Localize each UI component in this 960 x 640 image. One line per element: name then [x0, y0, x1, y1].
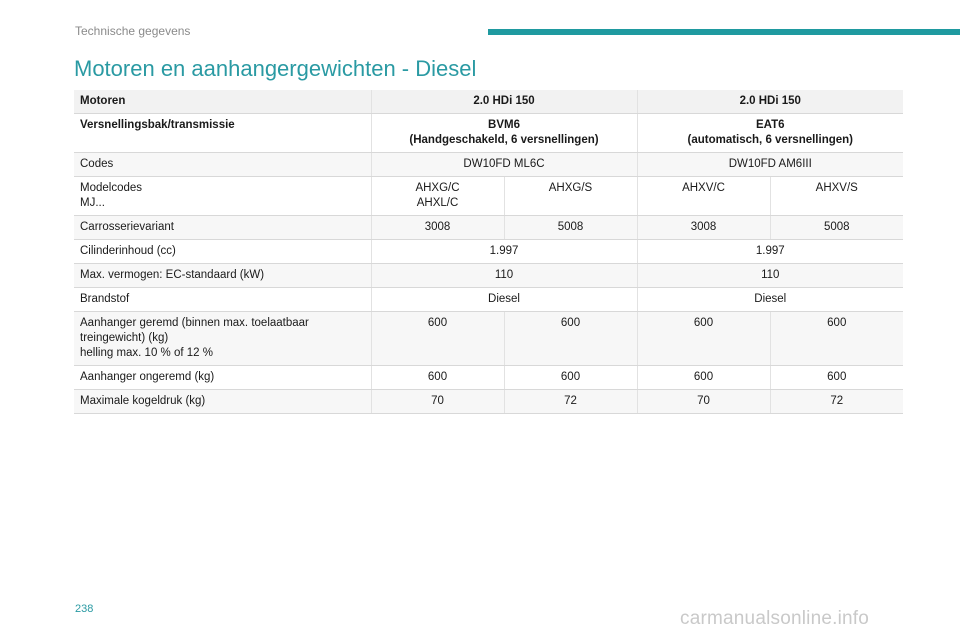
table-cell: 600 — [770, 366, 903, 390]
table-row-fuel — [74, 288, 903, 312]
table-cell: AHXV/S — [770, 177, 903, 216]
page-number: 238 — [75, 603, 94, 615]
row-label: Carrosserievariant — [74, 216, 371, 240]
row-label: Aanhanger ongeremd (kg) — [74, 366, 371, 390]
table-cell: 2.0 HDi 150 — [371, 90, 637, 114]
row-label-line: treingewicht) (kg) — [80, 332, 169, 344]
watermark: carmanualsonline.info — [680, 608, 870, 629]
table-cell: 600 — [504, 366, 637, 390]
table-row-body — [74, 216, 903, 240]
table-cell: 110 — [637, 264, 903, 288]
row-label-line: Aanhanger geremd (binnen max. toelaatbaar — [80, 317, 309, 329]
table-cell: 600 — [637, 366, 770, 390]
table-cell: Diesel — [637, 288, 903, 312]
table-cell — [371, 114, 637, 153]
row-label — [74, 177, 371, 216]
table-row-braked-trailer — [74, 312, 903, 366]
row-label: Brandstof — [74, 288, 371, 312]
gearbox-desc: (Handgeschakeld, 6 versnellingen) — [409, 134, 599, 146]
table-cell — [637, 114, 903, 153]
table-cell: AHXV/C — [637, 177, 770, 216]
table-row-power — [74, 264, 903, 288]
table-cell: DW10FD ML6C — [371, 153, 637, 177]
table-cell: 600 — [770, 312, 903, 366]
accent-bar — [488, 29, 960, 35]
table-cell: 72 — [770, 390, 903, 414]
table-cell: 600 — [504, 312, 637, 366]
table-row-engines — [74, 90, 903, 114]
table-row-model-codes — [74, 177, 903, 216]
table-cell: 70 — [371, 390, 504, 414]
table-cell: Diesel — [371, 288, 637, 312]
row-label: Max. vermogen: EC-standaard (kW) — [74, 264, 371, 288]
table-cell: 3008 — [371, 216, 504, 240]
spec-table — [74, 90, 903, 414]
table-cell: AHXG/S — [504, 177, 637, 216]
table-cell: DW10FD AM6III — [637, 153, 903, 177]
table-cell: 72 — [504, 390, 637, 414]
row-label-line: Modelcodes — [80, 182, 143, 194]
table-cell: 2.0 HDi 150 — [637, 90, 903, 114]
table-cell: 5008 — [770, 216, 903, 240]
row-label — [74, 312, 371, 366]
section-label: Technische gegevens — [75, 24, 191, 38]
table-row-nose-weight — [74, 390, 903, 414]
table-cell — [371, 177, 504, 216]
row-label: Maximale kogeldruk (kg) — [74, 390, 371, 414]
page-title: Motoren en aanhangergewichten - Diesel — [74, 56, 477, 81]
gearbox-name: EAT6 — [755, 119, 785, 131]
table-row-displacement — [74, 240, 903, 264]
model-code: AHXG/C — [415, 182, 460, 194]
table-row-unbraked-trailer — [74, 366, 903, 390]
table-cell: 600 — [371, 366, 504, 390]
row-label-line: helling max. 10 % of 12 % — [80, 347, 213, 359]
table-cell: 3008 — [637, 216, 770, 240]
row-label: Codes — [74, 153, 371, 177]
table-cell: 600 — [637, 312, 770, 366]
row-label: Cilinderinhoud (cc) — [74, 240, 371, 264]
model-code: AHXL/C — [416, 197, 459, 209]
table-row-gearbox — [74, 114, 903, 153]
table-cell: 70 — [637, 390, 770, 414]
gearbox-desc: (automatisch, 6 versnellingen) — [687, 134, 853, 146]
table-cell: 1.997 — [371, 240, 637, 264]
row-label-line: MJ... — [80, 197, 105, 209]
row-label: Motoren — [74, 90, 371, 114]
table-cell: 110 — [371, 264, 637, 288]
table-row-codes — [74, 153, 903, 177]
table-cell: 5008 — [504, 216, 637, 240]
row-label: Versnellingsbak/transmissie — [74, 114, 371, 153]
table-cell: 1.997 — [637, 240, 903, 264]
gearbox-name: BVM6 — [488, 119, 520, 131]
table-cell: 600 — [371, 312, 504, 366]
